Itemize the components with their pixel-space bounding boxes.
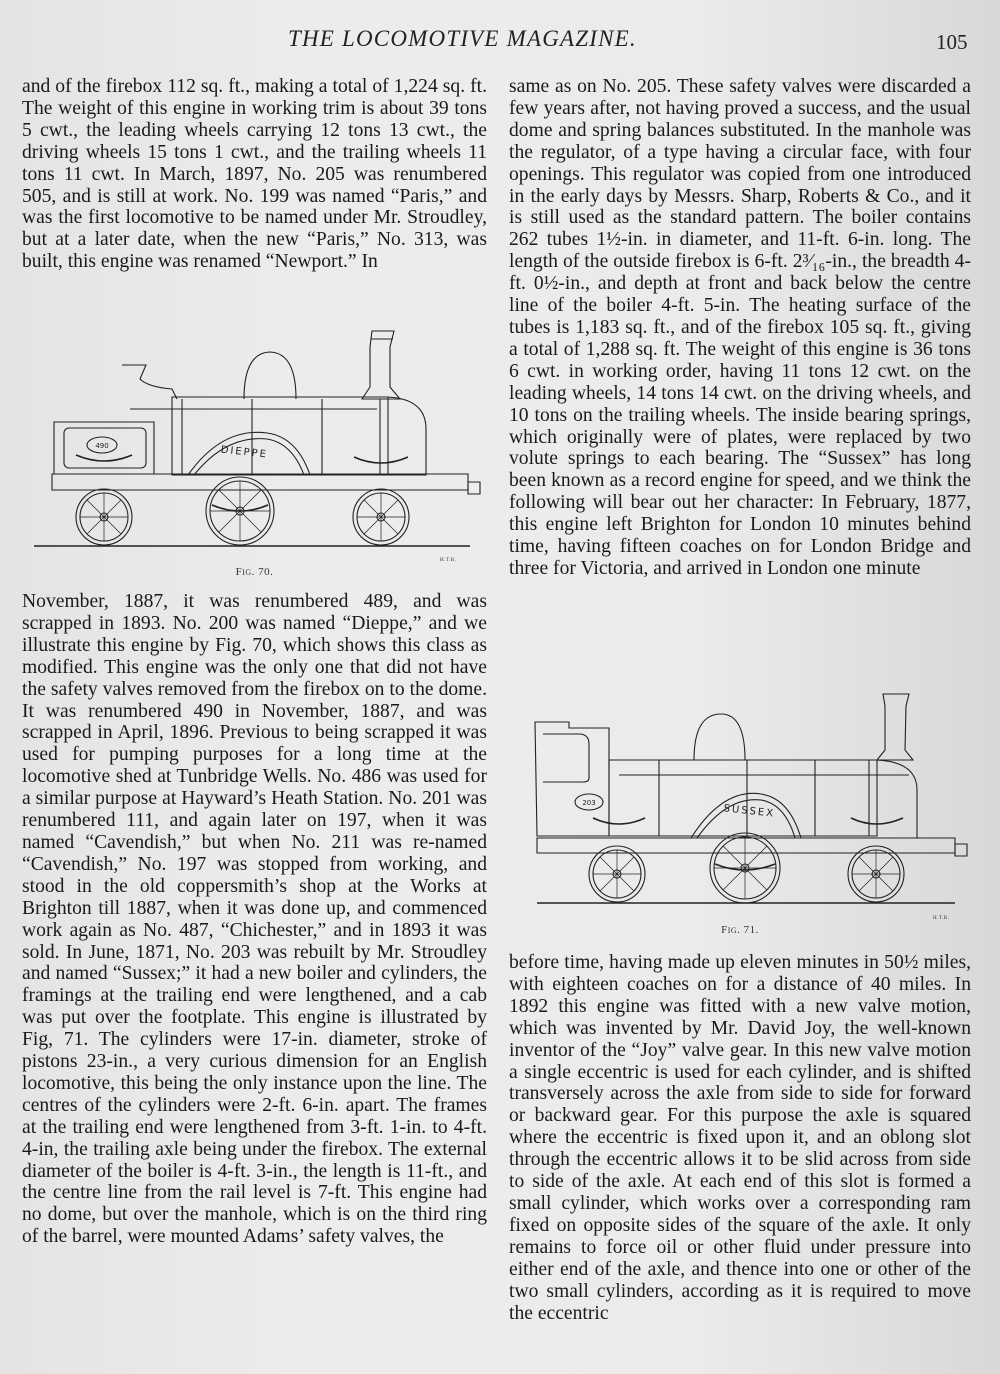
running-head xyxy=(0,22,1000,56)
engine-name-plate: DIEPPE xyxy=(220,444,269,461)
figure-caption: Fig. 70. xyxy=(235,566,274,578)
figure-70 xyxy=(22,317,487,591)
engraver-mark: H.T.B. xyxy=(440,558,457,563)
paragraph: same as on No. 205. These safety valves were discarded a few years after, not having proved a success, and the usual dome and spring balances substituted. In the manhole was the regulator, of a type having a circular face, with four openings. This regulator was copied from one introduced in the early days by Messrs. Sharp, Roberts & Co., and it is still used as the standard pattern. The boiler contains 262 tubes 1½-in. in diameter, and 11-ft. 6-in. long. The length of the outside firebox is 6-ft. 2³⁄₁₆-in., the breadth 4-ft. 0½-in., and depth at front and back below the centre line of the boiler 4-ft. 5-in. The heating surface of the tubes is 1,183 sq. ft., and of the firebox 105 sq. ft., giving a total of 1,288 sq. ft. The weight of this engine is 36 tons 6 cwt. in working order, having 11 tons 12 cwt. on the leading wheels, 14 tons 14 cwt. on the driving wheels, and 10 tons on the trailing wheels. The inside bearing springs, which originally were of plates, were replaced by two volute springs to each bearing. The “Sussex” has long been known as a record engine for speed, and we think the following will bear out her character: In February, 1877, this engine left Brighton for London 10 minutes behind time, having fifteen coaches on for London Bridge and three for Victoria, and arrived in London one minute xyxy=(509,76,971,579)
left-column xyxy=(22,76,487,1248)
right-column xyxy=(509,76,971,1324)
page-number: 105 xyxy=(936,30,968,54)
figure-71 xyxy=(509,668,971,952)
figure-caption: Fig. 71. xyxy=(721,924,759,936)
engine-name-plate: SUSSEX xyxy=(723,803,776,820)
engraver-mark: H.T.B. xyxy=(933,916,950,921)
locomotive-dieppe-illustration xyxy=(22,317,487,577)
paragraph: and of the firebox 112 sq. ft., making a total of 1,224 sq. ft. The weight of this engine in working trim is about 39 tons 5 cwt., the leading wheels carrying 12 tons 13 cwt., the driving wheels 15 tons 1 cwt., and the trailing wheels 11 tons 11 cwt. In March, 1897, No. 205 was renumbered 505, and is still at work. No. 199 was named “Paris,” and was the first locomotive to be named under Mr. Stroudley, but at a later date, when the new “Paris,” No. 313, was built, this engine was renamed “Newport.” In xyxy=(22,76,487,273)
paragraph: before time, having made up eleven minutes in 50½ miles, with eighteen coaches on for a distance of 40 miles. In 1892 this engine was fitted with a new valve motion, which was invented by Mr. David Joy, the well-known inventor of the “Joy” valve gear. In this new valve motion a single eccentric is used for each cylinder, and is shifted transversely across the axle from side to side for forward or backward gear. For this purpose the axle is squared where the eccentric is fixed upon it, and an oblong slot through the eccentric allows it to be slid across from side to side of the axle. At each end of this slot is formed a small cylinder, which works over a corresponding ram fixed on opposite sides of the square of the axle. It only remains to force oil or other fluid under pressure into either end of the axle, and thence into one or other of the two small cylinders, according as it is required to move the eccentric xyxy=(509,952,971,1324)
locomotive-sussex-illustration xyxy=(509,678,971,938)
paragraph: November, 1887, it was renumbered 489, and was scrapped in 1893. No. 200 was named “Dieppe,” and we illustrate this engine by Fig. 70, which shows this class as modified. This engine was the only one that did not have the safety valves removed from the firebox on to the dome. It was renumbered 490 in November, 1887, and was scrapped in April, 1896. Previous to being scrapped it was used for pumping purposes for a long time at the locomotive shed at Tunbridge Wells. No. 486 was used for a similar purpose at Hayward’s Heath Station. No. 201 was renumbered 111, and again later on 197, when it was named “Cavendish,” but when No. 211 was re-named “Cavendish,” No. 197 was stopped from working, and stood in the old coppersmith’s shop at the Works at Brighton till 1887, when it was done up, and commenced work again as No. 487, “Chichester,” and in 1893 it was sold. In June, 1871, No. 203 was rebuilt by Mr. Stroudley and named “Sussex;” it had a new boiler and cylinders, the framings at the trailing end were lengthened, and a cab was put over the footplate. This engine is illustrated by Fig, 71. The cylinders were 17-in. diameter, stroke of pistons 23-in., a very curious dimension for an English locomotive, this being the only instance upon the line. The centres of the cylinders were 2-ft. 6-in. apart. The frames at the trailing end were lengthened from 3-ft. 1-in. to 4-ft. 4-in, the trailing axle being under the firebox. The external diameter of the boiler is 4-ft. 3-in., the length is 11-ft., and the centre line from the rail level is 7-ft. This engine had no dome, but over the manhole, which is on the third ring of the barrel, were mounted Adams’ safety valves, the xyxy=(22,591,487,1248)
number-plate: 490 xyxy=(95,442,109,450)
magazine-title: THE LOCOMOTIVE MAGAZINE. xyxy=(288,26,637,51)
number-plate: 203 xyxy=(582,799,596,807)
